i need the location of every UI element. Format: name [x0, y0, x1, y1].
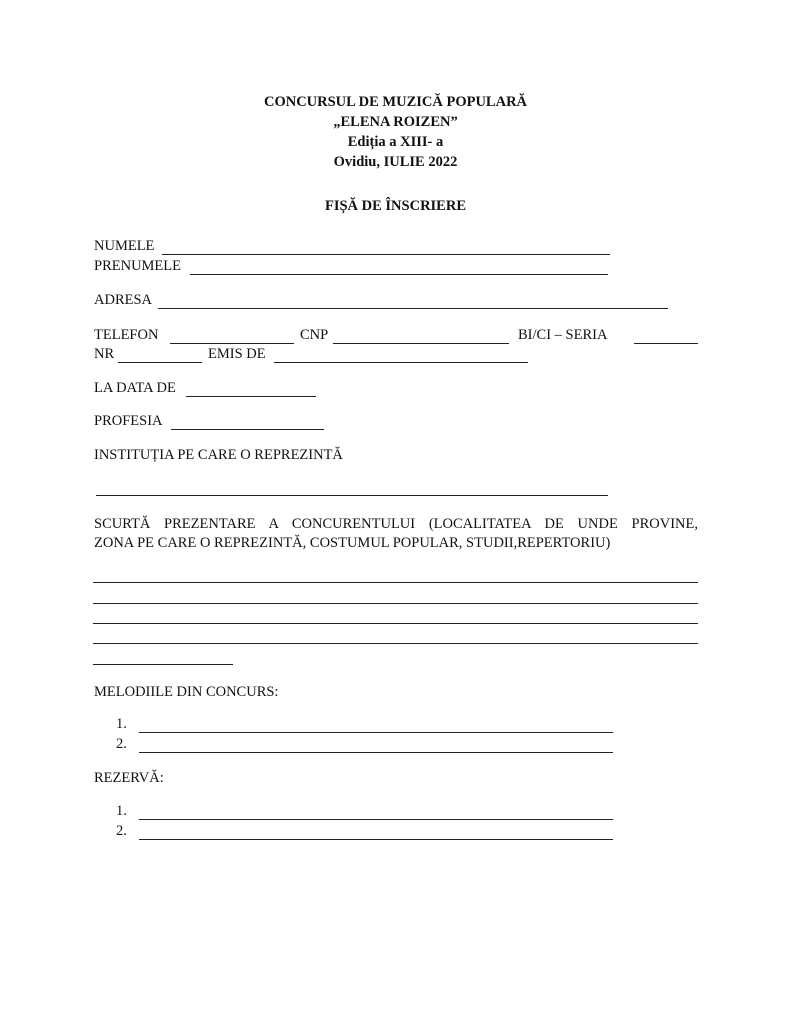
- prezentare-field-2[interactable]: [93, 603, 698, 604]
- numele-label: NUMELE: [94, 238, 155, 254]
- profesia-field[interactable]: [171, 429, 324, 430]
- melodie-2-number: 2.: [116, 736, 127, 752]
- prenumele-field[interactable]: [190, 274, 608, 275]
- telefon-field[interactable]: [170, 343, 294, 344]
- melodie-1-field[interactable]: [139, 732, 613, 733]
- contest-name: „ELENA ROIZEN”: [333, 114, 458, 130]
- la-data-de-field[interactable]: [186, 396, 316, 397]
- form-title: FIȘĂ DE ÎNSCRIERE: [324, 198, 466, 214]
- institutia-field[interactable]: [96, 495, 608, 496]
- cnp-label: CNP: [300, 327, 329, 343]
- nr-field[interactable]: [118, 362, 202, 363]
- prezentare-field-3[interactable]: [93, 623, 698, 624]
- rezerva-2-number: 2.: [116, 823, 127, 839]
- bi-seria-label: BI/CI – SERIA: [518, 327, 608, 343]
- bi-seria-field[interactable]: [634, 343, 698, 344]
- rezerva-1-field[interactable]: [139, 819, 613, 820]
- telefon-label: TELEFON: [94, 327, 159, 343]
- rezerva-title: REZERVĂ:: [94, 770, 164, 786]
- prezentare-field-4[interactable]: [93, 643, 698, 644]
- rezerva-1-number: 1.: [116, 803, 127, 819]
- rezerva-2-field[interactable]: [139, 839, 613, 840]
- emis-de-field[interactable]: [274, 362, 528, 363]
- prezentare-field-5[interactable]: [93, 664, 233, 665]
- prezentare-line-1: SCURTĂ PREZENTARE A CONCURENTULUI (LOCALITATEA DE UNDE PROVINE,: [94, 516, 698, 532]
- profesia-label: PROFESIA: [94, 413, 163, 429]
- melodii-title: MELODIILE DIN CONCURS:: [94, 684, 279, 700]
- adresa-label: ADRESA: [94, 292, 153, 308]
- numele-field[interactable]: [162, 254, 610, 255]
- contest-title: CONCURSUL DE MUZICĂ POPULARĂ: [263, 94, 528, 110]
- melodie-1-number: 1.: [116, 716, 127, 732]
- prezentare-field-1[interactable]: [93, 582, 698, 583]
- la-data-de-label: LA DATA DE: [94, 380, 176, 396]
- nr-label: NR: [94, 346, 115, 362]
- melodie-2-field[interactable]: [139, 752, 613, 753]
- cnp-field[interactable]: [333, 343, 509, 344]
- edition: Ediția a XIII- a: [347, 134, 444, 150]
- prezentare-line-2: ZONA PE CARE O REPREZINTĂ, COSTUMUL POPULAR, STUDII,REPERTORIU): [94, 535, 611, 551]
- prenumele-label: PRENUMELE: [94, 258, 181, 274]
- location-date: Ovidiu, IULIE 2022: [333, 154, 458, 170]
- institutia-label: INSTITUȚIA PE CARE O REPREZINTĂ: [94, 447, 343, 463]
- emis-de-label: EMIS DE: [208, 346, 266, 362]
- adresa-field[interactable]: [158, 308, 668, 309]
